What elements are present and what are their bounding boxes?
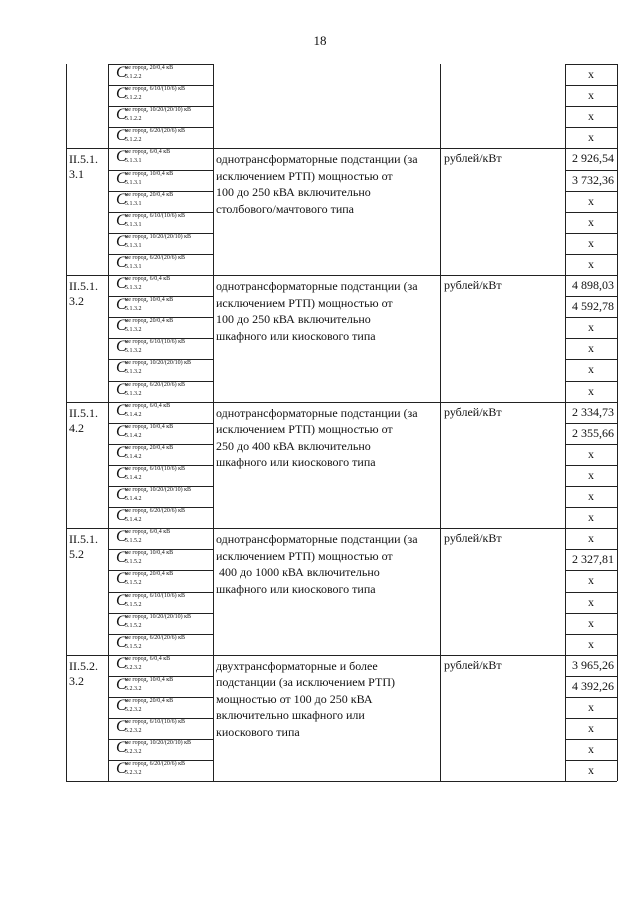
row-border xyxy=(565,254,617,255)
coefficient-index: 5.1.5.2 xyxy=(125,622,142,629)
coefficient-condition: не город, 10/0,4 кВ xyxy=(125,676,174,683)
row-border xyxy=(565,592,617,593)
coefficient-symbol: C xyxy=(116,528,127,546)
section-description: однотрансформаторные подстанции (за исключением РТП) мощностью от 100 до 250 кВА включительно столбового/мачтового типа xyxy=(216,152,418,216)
coefficient-condition: не город, 10/20/(20/10) кВ xyxy=(125,233,191,240)
tariff-value: 2 327,81 xyxy=(572,552,614,567)
coefficient-index: 5.2.3.2 xyxy=(125,770,142,777)
row-border xyxy=(565,85,617,86)
coefficient-symbol: C xyxy=(116,380,127,398)
section-unit: рублей/кВт xyxy=(444,278,502,292)
column-border xyxy=(66,64,67,781)
section-unit: рублей/кВт xyxy=(444,151,502,166)
coefficient-index: 5.1.3.1 xyxy=(125,179,142,186)
coefficient-symbol: C xyxy=(116,486,127,503)
coefficient-index: 5.1.2.2 xyxy=(125,116,142,123)
coefficient-index: 5.1.3.2 xyxy=(125,348,142,355)
coefficient-symbol: C xyxy=(116,85,127,103)
tariff-value: x xyxy=(588,700,594,714)
tariff-value: x xyxy=(588,531,594,546)
coefficient-index: 5.1.3.2 xyxy=(125,306,142,313)
coefficient-symbol: C xyxy=(116,612,127,630)
coefficient-index: 5.2.3.2 xyxy=(125,664,142,671)
coefficient-symbol: C xyxy=(116,718,127,736)
coefficient-symbol: C xyxy=(116,549,127,567)
coefficient-symbol: C xyxy=(116,169,127,187)
coefficient-index: 5.2.3.2 xyxy=(125,707,142,713)
tariff-value: x xyxy=(588,742,594,757)
coefficient-index: 5.1.3.2 xyxy=(125,327,142,334)
coefficient-condition: не город, 6/10/(10/6) кВ xyxy=(125,339,185,346)
tariff-value: x xyxy=(588,88,594,103)
section-unit: рублей/кВт xyxy=(444,531,502,546)
coefficient-symbol: C xyxy=(116,443,127,461)
coefficient-index: 5.1.3.1 xyxy=(125,263,142,270)
coefficient-index: 5.1.5.2 xyxy=(125,643,142,650)
coefficient-symbol: C xyxy=(116,697,127,714)
tariff-value: x xyxy=(588,320,594,335)
coefficient-condition: не город, 6/0,4 кВ xyxy=(125,655,171,662)
coefficient-condition: не город, 10/20/(20/10) кВ xyxy=(125,740,191,747)
coefficient-condition: не город, 10/0,4 кВ xyxy=(125,423,174,430)
coefficient-symbol: C xyxy=(116,422,127,440)
coefficient-symbol: C xyxy=(116,211,127,229)
coefficient-condition: не город, 6/10/(10/6) кВ xyxy=(125,465,185,472)
coefficient-condition: не город, 20/0,4 кВ xyxy=(125,444,174,451)
coefficient-condition: не город, 6/20/(20/6) кВ xyxy=(125,381,185,388)
coefficient-symbol: C xyxy=(116,64,127,81)
row-border xyxy=(565,549,617,550)
coefficient-index: 5.1.4.2 xyxy=(125,496,142,502)
coefficient-index: 5.2.3.2 xyxy=(125,728,142,735)
tariff-value: 4 898,03 xyxy=(572,278,614,292)
coefficient-symbol: C xyxy=(116,401,127,419)
tariff-value: x xyxy=(588,214,594,229)
row-border xyxy=(565,444,617,445)
coefficient-condition: не город, 6/20/(20/6) кВ xyxy=(125,128,185,135)
tariff-value: 4 392,26 xyxy=(572,678,614,693)
tariff-value: x xyxy=(588,362,594,377)
coefficient-condition: не город, 6/10/(10/6) кВ xyxy=(125,86,185,93)
coefficient-index: 5.1.3.1 xyxy=(125,242,142,249)
tariff-value: 3 965,26 xyxy=(572,657,614,672)
row-border xyxy=(565,697,617,698)
tariff-value: 3 732,36 xyxy=(572,172,614,187)
coefficient-condition: не город, 6/10/(10/6) кВ xyxy=(125,212,185,219)
tariff-value: x xyxy=(588,467,594,482)
coefficient-condition: не город, 6/10/(10/6) кВ xyxy=(125,719,185,726)
coefficient-index: 5.1.3.1 xyxy=(125,200,142,207)
tariff-value: x xyxy=(588,130,594,145)
tariff-value: x xyxy=(588,615,594,630)
coefficient-symbol: C xyxy=(116,760,127,778)
coefficient-symbol: C xyxy=(116,148,127,166)
tariff-value: 2 334,73 xyxy=(572,404,614,419)
row-border xyxy=(565,676,617,677)
row-border xyxy=(565,296,617,297)
coefficient-condition: не город, 10/20/(20/10) кВ xyxy=(125,360,191,367)
coefficient-index: 5.1.2.2 xyxy=(125,74,142,80)
section-description: однотрансформаторные подстанции (за исключением РТП) мощностью от 400 до 1000 кВА включительно шкафного или киоскового типа xyxy=(216,532,418,596)
coefficient-condition: не город, 10/20/(20/10) кВ xyxy=(125,487,191,493)
coefficient-condition: не город, 10/0,4 кВ xyxy=(125,170,174,177)
coefficient-condition: не город, 6/0,4 кВ xyxy=(125,276,171,282)
coefficient-index: 5.1.3.2 xyxy=(125,285,142,291)
coefficient-symbol: C xyxy=(116,739,127,757)
table-bottom-border xyxy=(66,781,617,782)
coefficient-condition: не город, 6/20/(20/6) кВ xyxy=(125,634,185,641)
row-border xyxy=(565,570,617,571)
coefficient-index: 5.2.3.2 xyxy=(125,749,142,756)
coefficient-symbol: C xyxy=(116,232,127,250)
tariff-value: x xyxy=(588,510,594,525)
coefficient-symbol: C xyxy=(116,633,127,651)
row-border xyxy=(565,106,617,107)
coefficient-symbol: C xyxy=(116,106,127,124)
coefficient-symbol: C xyxy=(116,296,127,314)
coefficient-index: 5.1.4.2 xyxy=(125,411,142,418)
tariff-value: x xyxy=(588,721,594,736)
row-border xyxy=(565,212,617,213)
coefficient-symbol: C xyxy=(116,675,127,693)
section-code: II.5.1. 3.1 xyxy=(69,152,98,182)
section-description: однотрансформаторные подстанции (за исключением РТП) мощностью от 250 до 400 кВА включительно шкафного или киоскового типа xyxy=(216,405,418,470)
row-border xyxy=(565,381,617,382)
coefficient-symbol: C xyxy=(116,338,127,356)
coefficient-symbol: C xyxy=(116,275,127,292)
coefficient-symbol: C xyxy=(116,359,127,377)
tariff-value: x xyxy=(588,109,594,124)
tariff-value: x xyxy=(588,573,594,588)
row-border xyxy=(565,338,617,339)
section-code: II.5.1. 3.2 xyxy=(69,279,98,308)
coefficient-index: 5.1.4.2 xyxy=(125,517,142,524)
tariff-value: x xyxy=(588,193,594,208)
coefficient-index: 5.1.5.2 xyxy=(125,538,142,545)
page-number: 18 xyxy=(313,33,327,48)
tariff-value: x xyxy=(588,594,594,609)
row-border xyxy=(565,465,617,466)
coefficient-condition: не город, 10/20/(20/10) кВ xyxy=(125,613,191,620)
tariff-value: x xyxy=(588,636,594,651)
coefficient-symbol: C xyxy=(116,464,127,482)
coefficient-condition: не город, 6/20/(20/6) кВ xyxy=(125,761,185,768)
section-unit: рублей/кВт xyxy=(444,657,502,672)
row-border xyxy=(565,191,617,192)
coefficient-symbol: C xyxy=(116,591,127,609)
tariff-value: 2 355,66 xyxy=(572,425,614,440)
section-description: двухтрансформаторные и более подстанции (за исключением РТП) мощностью от 100 до 250 кВА включительно шкафного или киоскового типа xyxy=(216,658,395,739)
row-border xyxy=(565,718,617,719)
tariff-value: x xyxy=(588,763,594,778)
coefficient-condition: не город, 20/0,4 кВ xyxy=(125,698,174,704)
column-border xyxy=(213,64,214,781)
coefficient-index: 5.1.5.2 xyxy=(125,601,142,608)
row-border xyxy=(565,760,617,761)
coefficient-condition: не город, 20/0,4 кВ xyxy=(125,571,174,578)
row-border xyxy=(565,127,617,128)
coefficient-index: 5.1.2.2 xyxy=(125,95,142,102)
coefficient-index: 5.1.4.2 xyxy=(125,453,142,460)
section-code: II.5.1. 4.2 xyxy=(69,405,98,435)
row-border xyxy=(565,507,617,508)
coefficient-index: 5.1.3.1 xyxy=(125,158,142,165)
coefficient-condition: не город, 6/20/(20/6) кВ xyxy=(125,254,185,261)
section-code: II.5.2. 3.2 xyxy=(69,658,98,688)
coefficient-condition: не город, 20/0,4 кВ xyxy=(125,191,174,198)
coefficient-condition: не город, 20/0,4 кВ xyxy=(125,65,174,71)
row-border xyxy=(565,613,617,614)
coefficient-condition: не город, 6/0,4 кВ xyxy=(125,402,171,409)
coefficient-symbol: C xyxy=(116,127,127,145)
tariff-value: 4 592,78 xyxy=(572,299,614,314)
row-border xyxy=(565,739,617,740)
tariff-value: x xyxy=(588,341,594,356)
coefficient-index: 5.1.3.2 xyxy=(125,390,142,397)
coefficient-index: 5.1.5.2 xyxy=(125,559,142,566)
tariff-value: 2 926,54 xyxy=(572,151,614,166)
coefficient-symbol: C xyxy=(116,507,127,525)
coefficient-index: 5.1.3.2 xyxy=(125,369,142,376)
coefficient-condition: не город, 20/0,4 кВ xyxy=(125,318,174,325)
coefficient-condition: не город, 6/0,4 кВ xyxy=(125,149,171,156)
coefficient-index: 5.1.5.2 xyxy=(125,580,142,587)
coefficient-condition: не город, 6/20/(20/6) кВ xyxy=(125,508,185,515)
coefficient-index: 5.1.3.1 xyxy=(125,221,142,228)
row-border xyxy=(565,486,617,487)
tariff-value: x xyxy=(588,489,594,503)
coefficient-index: 5.1.4.2 xyxy=(125,432,142,439)
row-border xyxy=(565,317,617,318)
coefficient-condition: не город, 10/20/(20/10) кВ xyxy=(125,107,191,114)
coefficient-symbol: C xyxy=(116,570,127,588)
coefficient-symbol: C xyxy=(116,317,127,335)
tariff-value: x xyxy=(588,383,594,398)
section-code: II.5.1. 5.2 xyxy=(69,532,98,562)
row-border xyxy=(565,64,617,65)
section-unit: рублей/кВт xyxy=(444,404,502,419)
tariff-value: x xyxy=(588,235,594,250)
coefficient-symbol: C xyxy=(116,654,127,672)
tariff-value: x xyxy=(588,256,594,271)
tariff-value: x xyxy=(588,446,594,461)
tariff-value: x xyxy=(588,67,594,81)
column-border xyxy=(617,64,618,781)
coefficient-index: 5.1.2.2 xyxy=(125,137,142,144)
coefficient-symbol: C xyxy=(116,190,127,208)
column-border xyxy=(440,64,441,781)
coefficient-condition: не город, 10/0,4 кВ xyxy=(125,297,174,304)
coefficient-symbol: C xyxy=(116,253,127,271)
row-border xyxy=(565,423,617,424)
coefficient-condition: не город, 6/0,4 кВ xyxy=(125,529,171,536)
section-description: однотрансформаторные подстанции (за исключением РТП) мощностью от 100 до 250 кВА включительно шкафного или киоскового типа xyxy=(216,279,418,343)
coefficient-condition: не город, 6/10/(10/6) кВ xyxy=(125,592,185,599)
row-border xyxy=(565,359,617,360)
row-border xyxy=(565,233,617,234)
coefficient-index: 5.1.4.2 xyxy=(125,474,142,481)
coefficient-index: 5.2.3.2 xyxy=(125,685,142,692)
row-border xyxy=(565,634,617,635)
row-border xyxy=(565,170,617,171)
coefficient-condition: не город, 10/0,4 кВ xyxy=(125,550,174,557)
